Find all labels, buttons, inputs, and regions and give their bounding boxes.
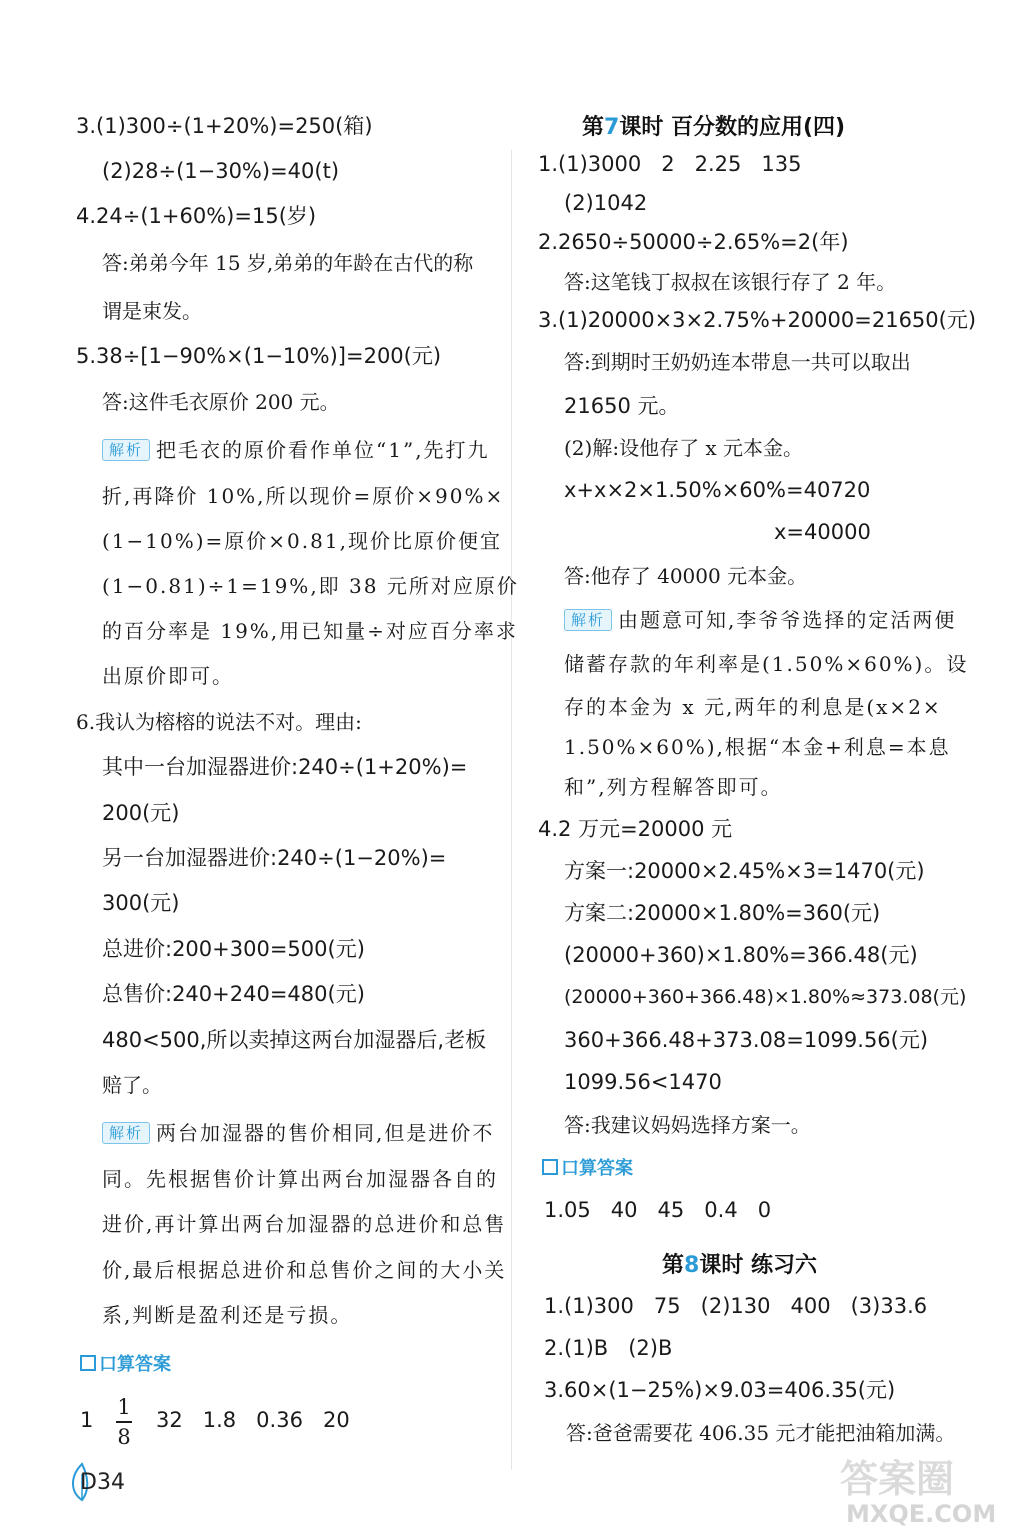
answer-5-reply: 答:这件毛衣原价 200 元。 xyxy=(102,390,340,414)
jiexi-5-line-1: 解析 把毛衣的原价看作单位“1”,先打九 xyxy=(102,436,490,464)
kousuan-heading-left: 口算答案 xyxy=(80,1350,171,1376)
fraction-bar xyxy=(116,1421,132,1423)
r8-answer-3: 3.60×(1−25%)×9.03=406.35(元) xyxy=(544,1378,896,1402)
page-number: D34 xyxy=(80,1470,125,1495)
answer-6-line-6: 总售价:240+240=480(元) xyxy=(102,982,365,1006)
r-answer-1-2: (2)1042 xyxy=(564,191,648,215)
jiexi-badge: 解析 xyxy=(102,1122,150,1144)
r-answer-2: 2.2650÷50000÷2.65%=2(年) xyxy=(538,230,849,254)
r-answer-1-1: 1.(1)3000 2 2.25 135 xyxy=(538,152,802,176)
jiexi-badge: 解析 xyxy=(564,609,612,631)
lesson-8-title: 第8课时 练习六 xyxy=(662,1253,817,1278)
answer-4-reply-cont: 谓是束发。 xyxy=(102,299,202,323)
r-answer-4: 4.2 万元=20000 元 xyxy=(538,817,733,841)
r-equation-result: x=40000 xyxy=(774,520,871,544)
r-jiexi-line-3: 存的本金为 x 元,两年的利息是(x×2× xyxy=(564,695,942,719)
r-answer-3-2: (2)解:设他存了 x 元本金。 xyxy=(564,436,804,460)
r-answer-4-reply: 答:我建议妈妈选择方案一。 xyxy=(564,1113,811,1137)
jiexi-5-line-4: (1−0.81)÷1=19%,即 38 元所对应原价 xyxy=(102,574,519,598)
r-answer-3-reply-cont: 21650 元。 xyxy=(564,394,680,418)
r-answer-3-1: 3.(1)20000×3×2.75%+20000=21650(元) xyxy=(538,308,977,332)
jiexi-badge: 解析 xyxy=(102,439,150,461)
jiexi-6-line-4: 价,最后根据总进价和总售价之间的大小关 xyxy=(102,1258,507,1282)
jiexi-5-line-3: (1−10%)=原价×0.81,现价比原价便宜 xyxy=(102,529,502,553)
r-jiexi-line-4: 1.50%×60%),根据“本金+利息=本息 xyxy=(564,735,951,759)
checkbox-icon xyxy=(80,1355,96,1371)
r-plan-2-yr2: (20000+360)×1.80%=366.48(元) xyxy=(564,943,918,967)
r-jiexi-line-5: 和”,列方程解答即可。 xyxy=(564,775,783,799)
jiexi-6-line-1: 解析 两台加湿器的售价相同,但是进价不 xyxy=(102,1119,494,1147)
r-plan-2-yr3: (20000+360+366.48)×1.80%≈373.08(元) xyxy=(564,986,967,1008)
r-answer-3-reply: 答:到期时王奶奶连本带息一共可以取出 xyxy=(564,350,911,374)
r-equation: x+x×2×1.50%×60%=40720 xyxy=(564,478,871,502)
answer-3-2: (2)28÷(1−30%)=40(t) xyxy=(102,159,340,183)
r-answer-2-reply: 答:这笔钱丁叔叔在该银行存了 2 年。 xyxy=(564,270,897,294)
jiexi-6-line-5: 系,判断是盈利还是亏损。 xyxy=(102,1303,353,1327)
jiexi-6-line-2: 同。先根据售价计算出两台加湿器各自的 xyxy=(102,1167,498,1191)
lesson-7-title: 第7课时 百分数的应用(四) xyxy=(582,115,846,140)
kousuan-heading-right: 口算答案 xyxy=(542,1154,633,1180)
r8-answer-1: 1.(1)300 75 (2)130 400 (3)33.6 xyxy=(544,1294,928,1318)
fraction-denominator: 8 xyxy=(117,1425,131,1449)
r8-answer-2: 2.(1)B (2)B xyxy=(544,1336,673,1360)
fraction-numerator: 1 xyxy=(117,1395,131,1419)
r-kousuan-values: 1.05 40 45 0.4 0 xyxy=(544,1198,772,1222)
kousuan-first: 1 xyxy=(80,1408,94,1432)
answer-6-line-8: 赔了。 xyxy=(102,1073,162,1097)
answer-6-line-2: 200(元) xyxy=(102,801,180,825)
jiexi-5-line-2: 折,再降价 10%,所以现价=原价×90%× xyxy=(102,484,505,508)
r-jiexi-line-2: 储蓄存款的年利率是(1.50%×60%)。设 xyxy=(564,652,969,676)
r-jiexi-line-1: 解析 由题意可知,李爷爷选择的定活两便 xyxy=(564,606,956,634)
kousuan-fraction xyxy=(112,1395,136,1449)
answer-5: 5.38÷[1−90%×(1−10%)]=200(元) xyxy=(76,344,442,368)
answer-4-reply: 答:弟弟今年 15 岁,弟弟的年龄在古代的称 xyxy=(102,251,474,275)
r-plan-2-total: 360+366.48+373.08=1099.56(元) xyxy=(564,1028,929,1052)
answer-6-line-4: 300(元) xyxy=(102,891,180,915)
kousuan-rest: 32 1.8 0.36 20 xyxy=(156,1408,350,1432)
answer-6-line-3: 另一台加湿器进价:240÷(1−20%)= xyxy=(102,846,447,870)
column-divider xyxy=(511,150,512,1470)
r-compare: 1099.56<1470 xyxy=(564,1070,722,1094)
r8-answer-3-reply: 答:爸爸需要花 406.35 元才能把油箱加满。 xyxy=(566,1421,956,1445)
jiexi-6-line-3: 进价,再计算出两台加湿器的总进价和总售 xyxy=(102,1212,507,1236)
checkbox-icon xyxy=(542,1159,558,1175)
answer-3-1: 3.(1)300÷(1+20%)=250(箱) xyxy=(76,114,373,138)
answer-6-line-5: 总进价:200+300=500(元) xyxy=(102,937,365,961)
jiexi-5-line-6: 出原价即可。 xyxy=(102,664,234,688)
answer-6-line-1: 其中一台加湿器进价:240÷(1+20%)= xyxy=(102,755,468,779)
r-plan-1: 方案一:20000×2.45%×3=1470(元) xyxy=(564,859,925,883)
answer-6: 6.我认为榕榕的说法不对。理由: xyxy=(76,710,362,734)
watermark-url: MXQE.COM xyxy=(846,1500,997,1528)
r-plan-2: 方案二:20000×1.80%=360(元) xyxy=(564,901,881,925)
answer-6-line-7: 480<500,所以卖掉这两台加湿器后,老板 xyxy=(102,1028,487,1052)
r-answer-3-2-reply: 答:他存了 40000 元本金。 xyxy=(564,564,808,588)
jiexi-5-line-5: 的百分率是 19%,用已知量÷对应百分率求 xyxy=(102,619,518,643)
watermark-logo: 答案圈 xyxy=(840,1457,955,1501)
answer-4: 4.24÷(1+60%)=15(岁) xyxy=(76,204,317,228)
